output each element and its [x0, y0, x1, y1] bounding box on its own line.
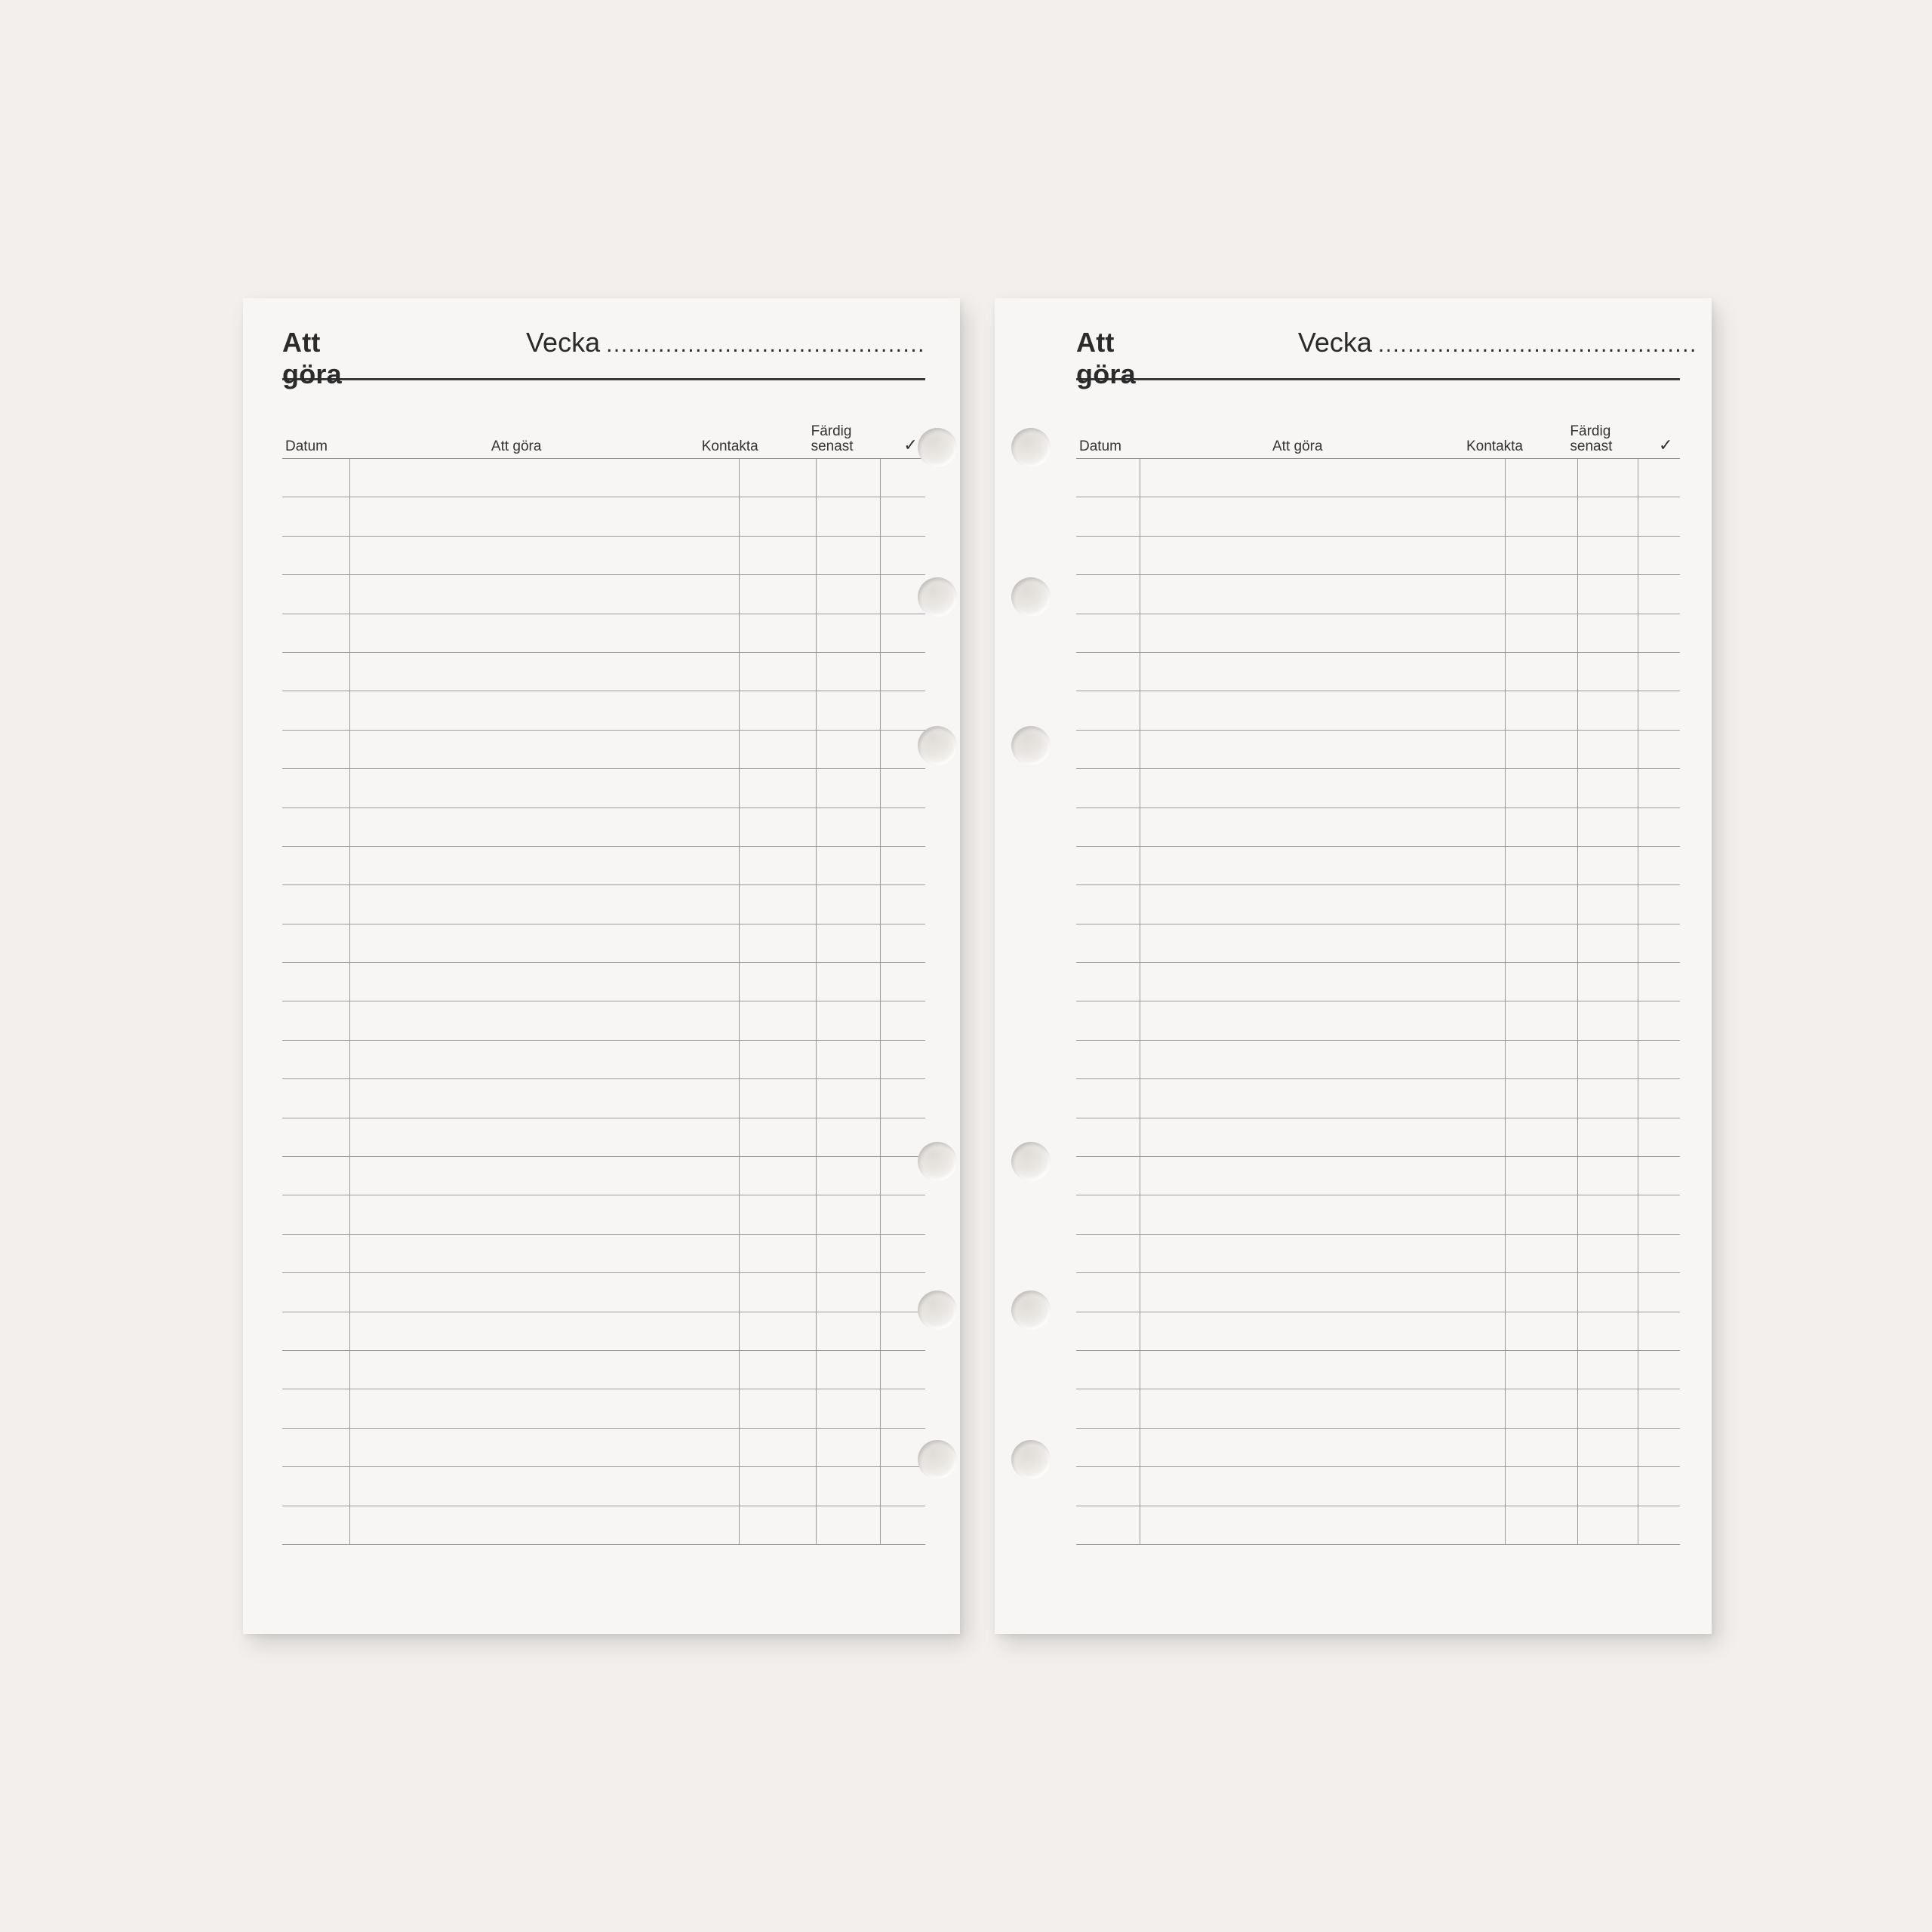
table-row[interactable] [1076, 614, 1680, 653]
table-row[interactable] [282, 1389, 925, 1428]
table-row[interactable] [1076, 1312, 1680, 1351]
punch-hole-icon [918, 577, 957, 617]
column-header-check-icon: ✓ [1658, 435, 1673, 454]
table-row[interactable] [282, 1351, 925, 1389]
table-row[interactable] [1076, 924, 1680, 963]
page-title: Att göra [282, 327, 342, 389]
punch-hole-icon [918, 726, 957, 765]
planner-page-left [243, 298, 960, 1634]
punch-hole-icon [1011, 428, 1051, 467]
table-row[interactable] [1076, 1118, 1680, 1157]
punch-hole-icon [1011, 577, 1051, 617]
table-row[interactable] [282, 653, 925, 691]
table-row[interactable] [1076, 1273, 1680, 1312]
table-row[interactable] [1076, 1235, 1680, 1273]
table-row[interactable] [282, 1312, 925, 1351]
grid-column-divider-4 [880, 459, 881, 1545]
table-row[interactable] [282, 497, 925, 536]
grid-rows-right [1076, 459, 1680, 1545]
column-header-datum: Datum [1079, 438, 1121, 454]
week-field-right[interactable] [1298, 327, 1697, 358]
punch-hole-icon [1011, 726, 1051, 765]
table-row[interactable] [282, 1041, 925, 1079]
table-row[interactable] [1076, 769, 1680, 808]
table-row[interactable] [282, 1195, 925, 1234]
table-row[interactable] [282, 731, 925, 769]
table-row[interactable] [1076, 459, 1680, 497]
table-row[interactable] [282, 847, 925, 885]
table-row[interactable] [282, 691, 925, 730]
table-row[interactable] [282, 614, 925, 653]
table-row[interactable] [1076, 1079, 1680, 1118]
table-row[interactable] [282, 575, 925, 614]
table-row[interactable] [282, 1506, 925, 1545]
table-row[interactable] [282, 1235, 925, 1273]
column-header-datum: Datum [285, 438, 328, 454]
grid-column-divider-2 [1505, 459, 1506, 1545]
todo-grid-right[interactable] [1076, 458, 1680, 1545]
column-header-fardig [811, 424, 854, 455]
table-row[interactable] [1076, 731, 1680, 769]
header-divider [282, 378, 925, 380]
header-divider [1076, 378, 1680, 380]
table-row[interactable] [1076, 1506, 1680, 1545]
grid-column-divider-3 [1577, 459, 1578, 1545]
column-header-kontakta: Kontakta [701, 438, 758, 454]
punch-hole-icon [1011, 1142, 1051, 1181]
punch-hole-icon [918, 1291, 957, 1330]
page-title: Att göra [1076, 327, 1136, 389]
column-header-fardig-line2: senast [811, 438, 854, 455]
grid-column-divider-1 [349, 459, 350, 1545]
table-row[interactable] [282, 1118, 925, 1157]
grid-column-divider-2 [739, 459, 740, 1545]
table-row[interactable] [282, 924, 925, 963]
table-row[interactable] [1076, 1195, 1680, 1234]
table-row[interactable] [282, 1467, 925, 1506]
table-row[interactable] [282, 885, 925, 924]
table-row[interactable] [1076, 537, 1680, 575]
table-row[interactable] [1076, 963, 1680, 1001]
table-row[interactable] [282, 1429, 925, 1467]
punch-hole-icon [1011, 1291, 1051, 1330]
column-header-kontakta: Kontakta [1466, 438, 1523, 454]
table-row[interactable] [282, 1001, 925, 1040]
week-dotted-line: ........................................... [606, 332, 925, 357]
week-label: Vecka [526, 327, 601, 358]
punch-hole-icon [918, 428, 957, 467]
column-header-fardig-line1: Färdig [811, 423, 852, 439]
table-row[interactable] [1076, 1157, 1680, 1195]
grid-rows-left [282, 459, 925, 1545]
table-row[interactable] [1076, 653, 1680, 691]
column-header-fardig-line1: Färdig [1570, 423, 1611, 439]
planner-page-right [995, 298, 1712, 1634]
table-row[interactable] [1076, 847, 1680, 885]
page-header-right [1076, 327, 1697, 392]
table-row[interactable] [1076, 497, 1680, 536]
todo-grid-left[interactable] [282, 458, 925, 1545]
table-row[interactable] [1076, 885, 1680, 924]
table-row[interactable] [282, 459, 925, 497]
table-row[interactable] [1076, 1429, 1680, 1467]
column-headers-right [1076, 417, 1680, 457]
table-row[interactable] [282, 769, 925, 808]
table-row[interactable] [282, 808, 925, 847]
column-headers-left [282, 417, 925, 457]
table-row[interactable] [282, 963, 925, 1001]
column-header-fardig [1570, 424, 1612, 455]
table-row[interactable] [1076, 575, 1680, 614]
column-header-fardig-line2: senast [1570, 438, 1613, 455]
week-label: Vecka [1297, 327, 1372, 358]
table-row[interactable] [1076, 1351, 1680, 1389]
table-row[interactable] [1076, 691, 1680, 730]
week-dotted-line: ........................................... [1377, 332, 1697, 357]
column-header-attgora: Att göra [491, 438, 542, 454]
page-header-left [282, 327, 925, 392]
table-row[interactable] [1076, 1041, 1680, 1079]
column-header-check-icon: ✓ [903, 435, 918, 454]
table-row[interactable] [282, 1157, 925, 1195]
punch-hole-icon [918, 1440, 957, 1479]
punch-hole-icon [918, 1142, 957, 1181]
table-row[interactable] [1076, 1389, 1680, 1428]
grid-column-divider-3 [816, 459, 817, 1545]
table-row[interactable] [282, 1079, 925, 1118]
table-row[interactable] [1076, 1001, 1680, 1040]
table-row[interactable] [282, 1273, 925, 1312]
punch-hole-icon [1011, 1440, 1051, 1479]
table-row[interactable] [1076, 1467, 1680, 1506]
column-header-attgora: Att göra [1272, 438, 1323, 454]
week-field-left[interactable] [526, 327, 925, 358]
table-row[interactable] [282, 537, 925, 575]
table-row[interactable] [1076, 808, 1680, 847]
